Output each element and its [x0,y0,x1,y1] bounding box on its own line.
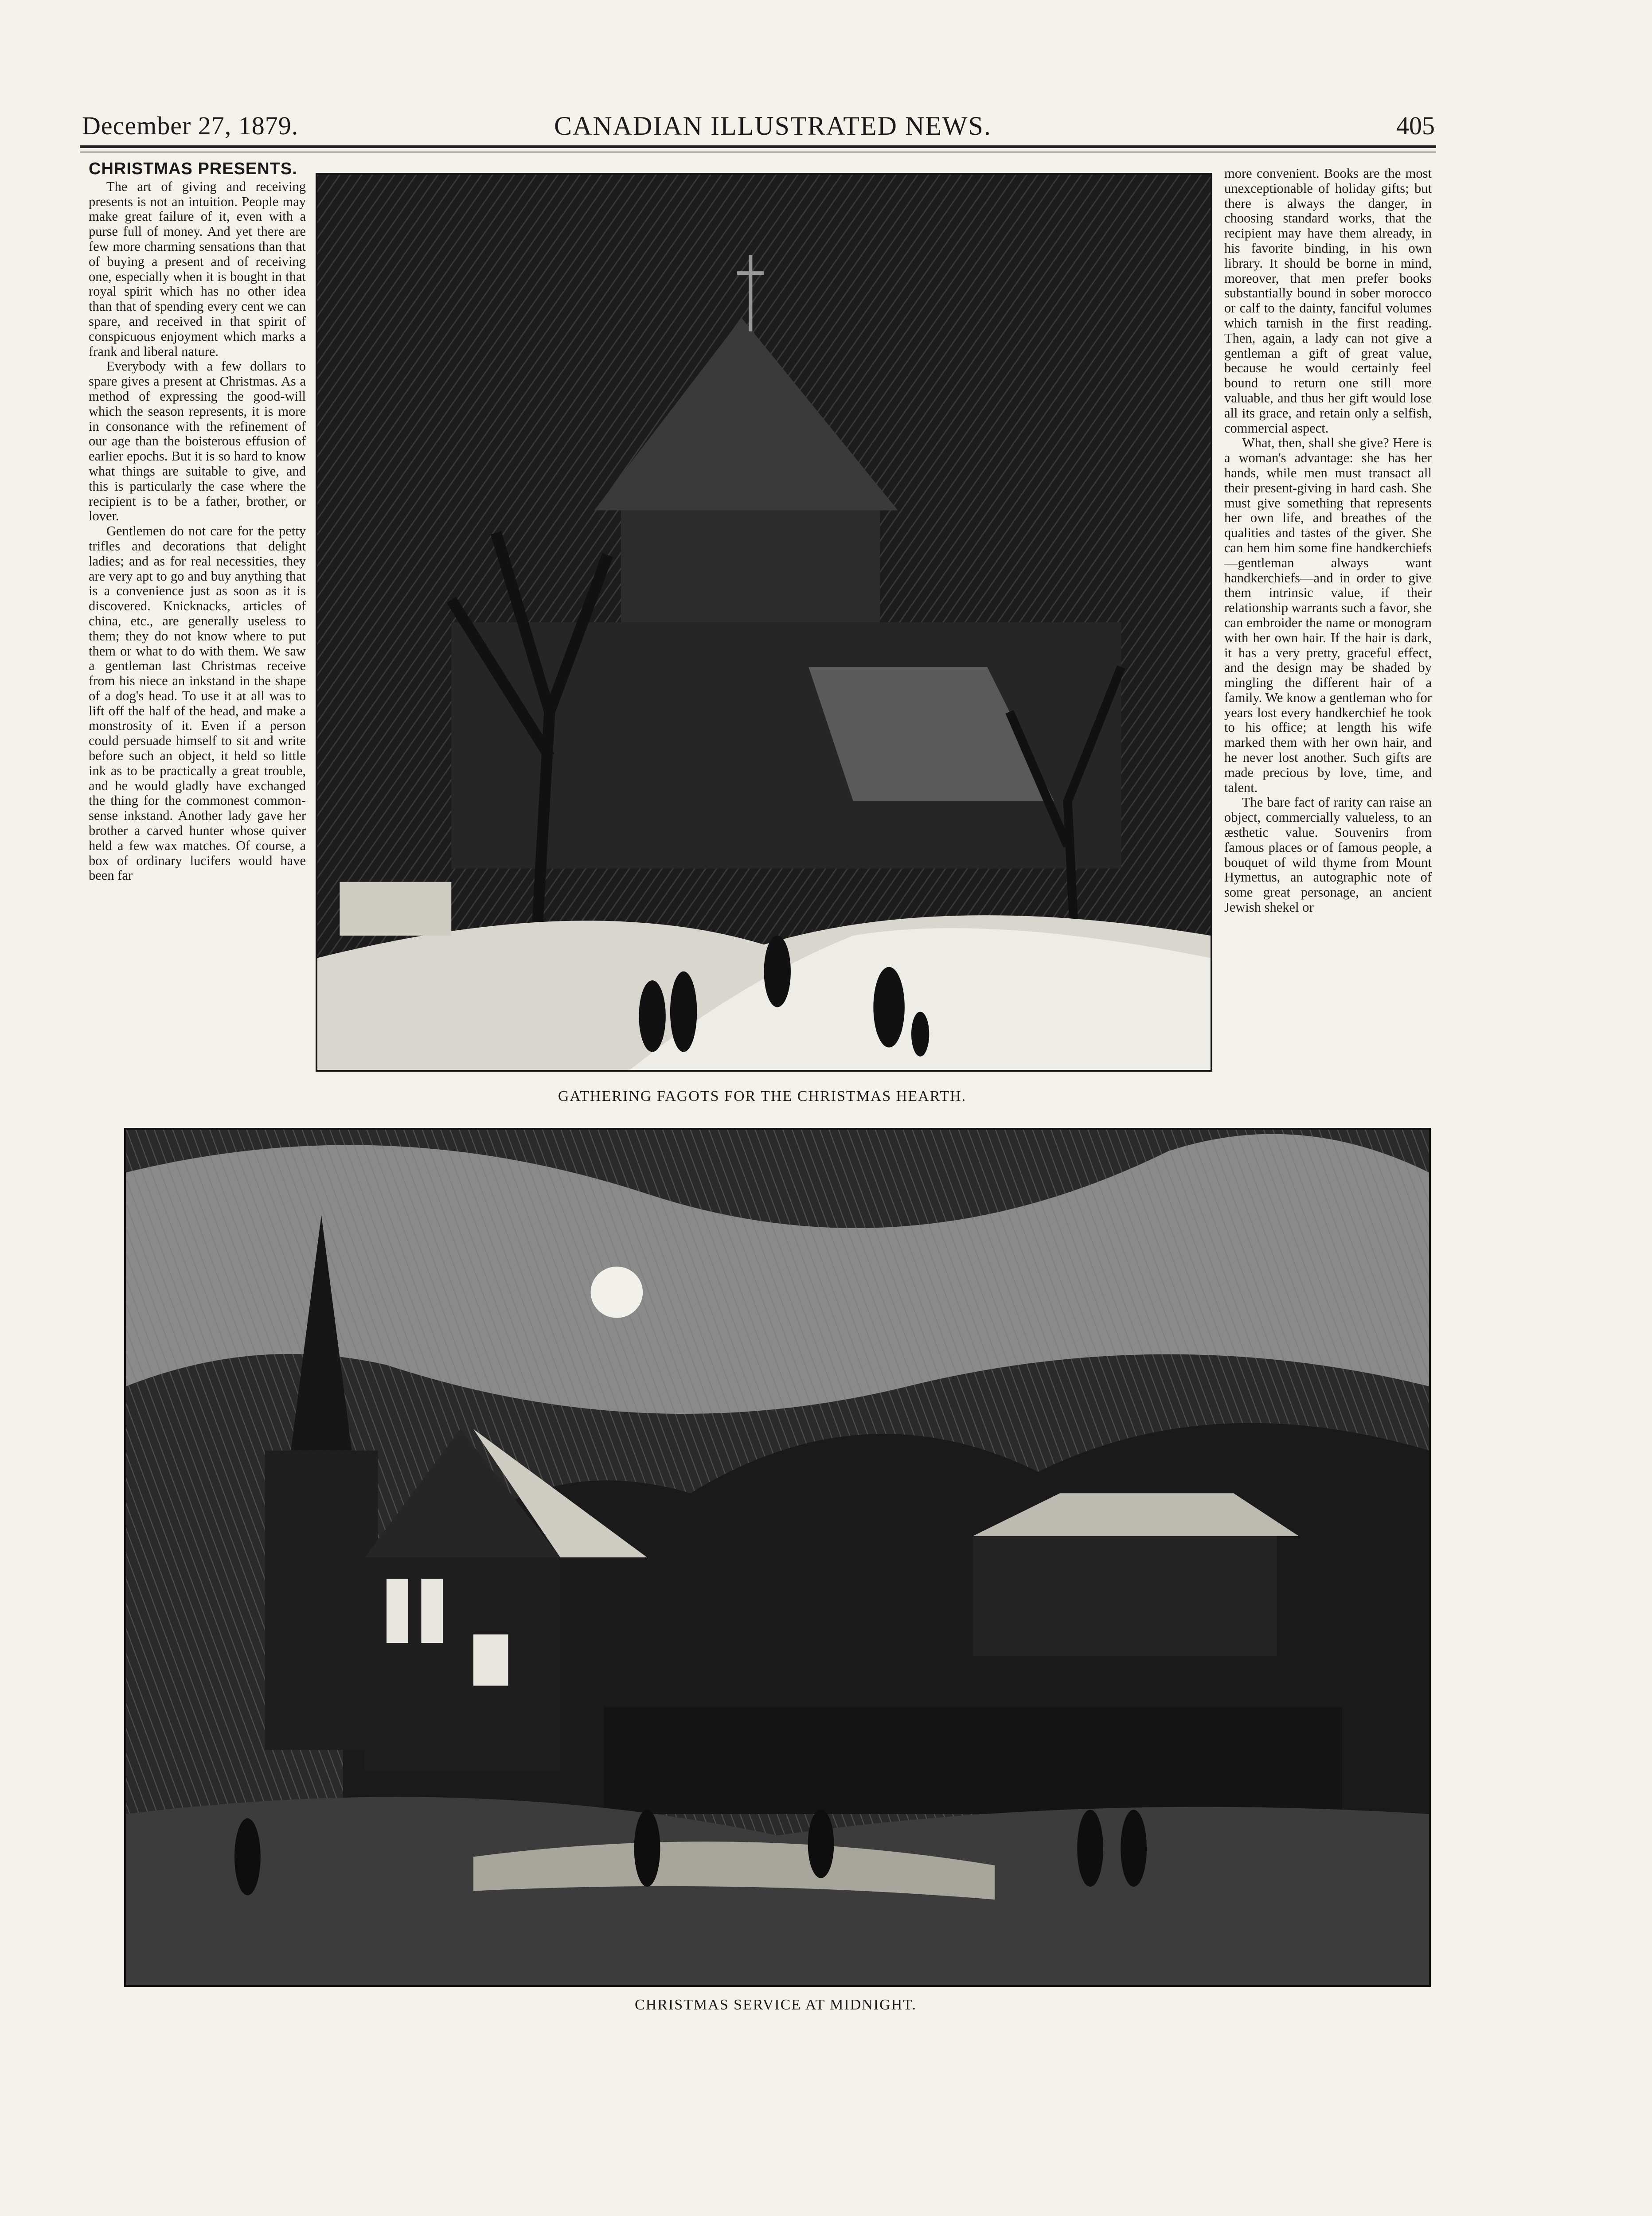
left-column [89,162,306,883]
article-paragraph: Gentlemen do not care for the petty trifles and decorations that delight ladies; and as for real necessities, they are very apt to go and buy anything that is a convenience just as soon as it is discovered. Knicknacks, articles of china, etc., are generally useless to them; they do not know where to put them or what to do with them. We saw a gentleman last Christmas receive from his niece an inkstand in the shape of a dog's head. To use it at all was to lift off the half of the head, and make a monstrosity of it. Even if a person could persuade himself to sit and write before such an object, it held so little ink as to be practically a great trouble, and he would gladly have exchanged the thing for the commonest common-sense inkstand. Another lady gave her brother a carved hunter whose quiver held a few wax matches. Of course, a box of ordinary lucifers would have been far [89,523,306,883]
article-paragraph: The bare fact of rarity can raise an object, commercially valueless, to an æsthetic value. Souvenirs from famous places or of famous people, a bouquet of wild thyme from Mount Hymettus, an autographic note of some great personage, an ancient Jewish shekel or [1224,795,1432,915]
article-heading: CHRISTMAS PRESENTS. [89,160,297,178]
illustration-gathering-fagots [316,173,1212,1072]
article-paragraph: The art of giving and receiving presents is not an intuition. People may make great failure of it, even with a purse full of money. And yet there are few more charming sensations than that of buying a present and of receiving one, especially when it is bought in that royal spirit which has no other idea than that of spending every cent we can spare, and received in that spirit of conspicuous enjoyment which marks a frank and liberal nature. [89,179,306,359]
masthead-title: CANADIAN ILLUSTRATED NEWS. [554,111,992,140]
page-number: 405 [1396,111,1435,140]
article-paragraph: Everybody with a few dollars to spare gives a present at Christmas. As a method of expressing the good-will which the season represents, it is more in consonance with the refinement of our age than the boisterous effusion of earlier epochs. But it is so hard to know what things are suitable to give, and this is particularly the case where the recipient is to be a father, brother, or lover. [89,359,306,524]
header-rule [80,145,1436,148]
illustration-caption: CHRISTMAS SERVICE AT MIDNIGHT. [635,1997,917,2013]
illustration-caption: GATHERING FAGOTS FOR THE CHRISTMAS HEARTH. [558,1088,967,1104]
right-column [1224,166,1432,915]
article-paragraph: more convenient. Books are the most unexceptionable of holiday gifts; but there is always the danger, in choosing standard works, that the recipient may have them already, in his favorite binding, in his own library. It should be borne in mind, moreover, that men prefer books substantially bound in sober morocco or calf to the dainty, fanciful volumes which tarnish in the first reading. Then, again, a lady can not give a gentleman a gift of great value, because he would certainly feel bound to return one still more valuable, and thus her gift would lose all its grace, and retain only a selfish, commercial aspect. [1224,166,1432,436]
header-date: December 27, 1879. [82,111,299,140]
engraving-image [126,1130,1429,1985]
article-paragraph: What, then, shall she give? Here is a woman's advantage: she has her hands, while men must transact all their present-giving in hard cash. She must give something that represents her own life, and breathes of the qualities and tastes of the giver. She can hem him some fine handkerchiefs—gentleman always want handkerchiefs—and in order to give them intrinsic value, if their relationship warrants such a favor, she can embroider the name or monogram with her own hair. If the hair is dark, it has a very pretty, graceful effect, and the design may be shaded by mingling the different hair of a family. We know a gentleman who for years lost every handkerchief he took to his office; at length his wife marked them with her own hair, and he never lost another. Such gifts are made precious by love, time, and talent. [1224,435,1432,795]
illustration-christmas-service [124,1128,1431,1987]
engraving-image [317,175,1211,1070]
